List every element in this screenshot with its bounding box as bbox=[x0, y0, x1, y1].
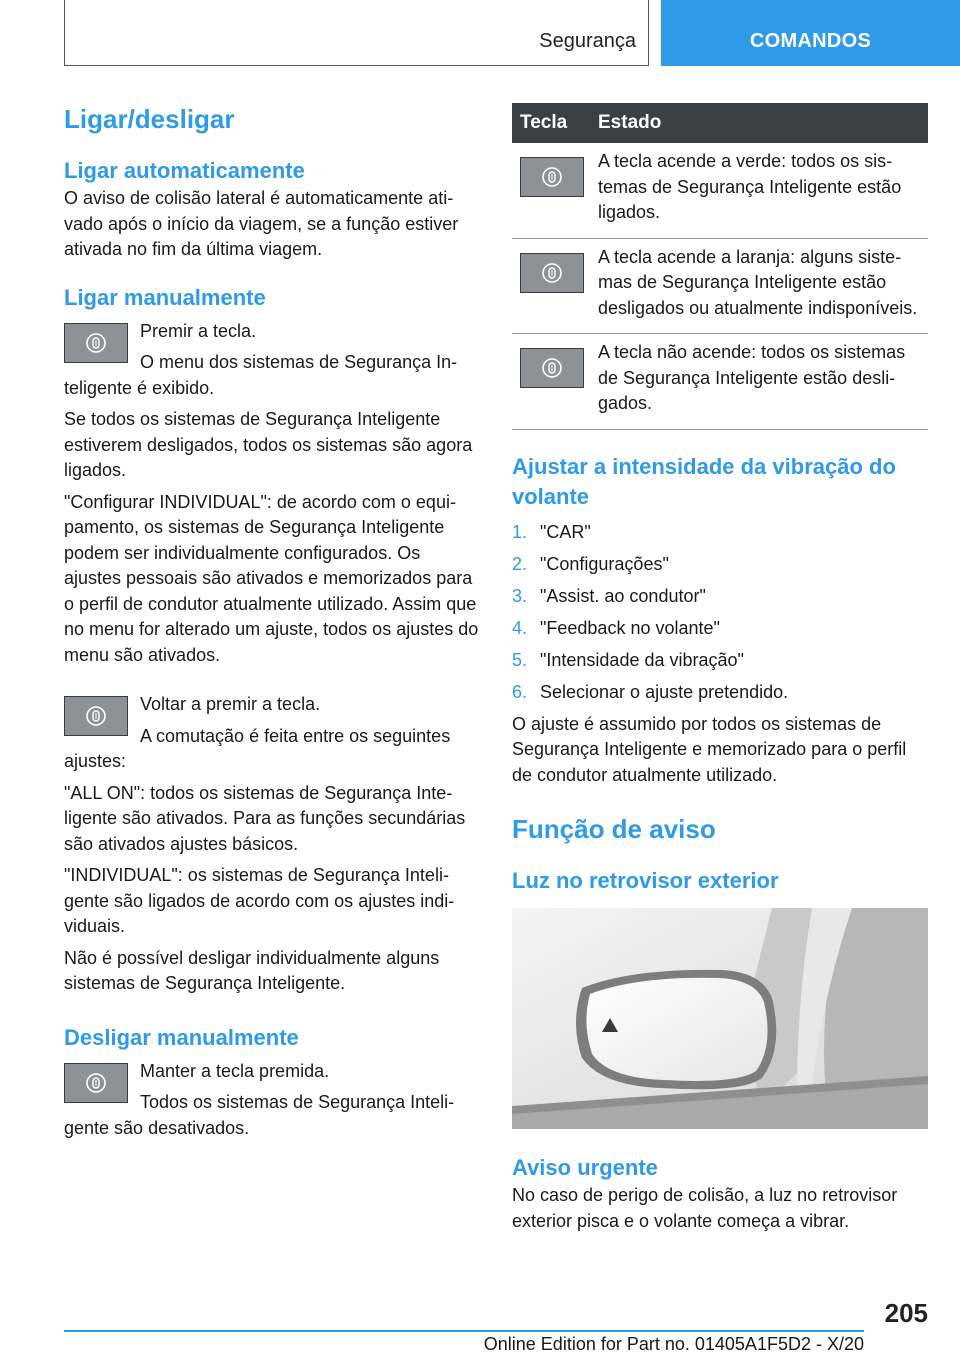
table-header-key: Tecla bbox=[512, 103, 590, 143]
table-row bbox=[512, 238, 928, 334]
safety-button-icon bbox=[64, 323, 128, 363]
step-text: "CAR" bbox=[540, 521, 591, 542]
text-menu-shown: O menu dos sistemas de Segurança Inteligente é exibido. bbox=[64, 352, 458, 398]
heading-manual-off: Desligar manualmente bbox=[64, 1024, 299, 1050]
step-text: "Intensidade da vibração" bbox=[540, 649, 744, 670]
vibration-steps-list bbox=[512, 520, 928, 706]
key-status-table bbox=[512, 103, 928, 430]
text-vibration-note: O ajuste é assumido por todos os sistemas de Segurança Inteligente e memorizado para o perfil de condutor atualmente utilizado. bbox=[512, 713, 907, 785]
safety-button-icon bbox=[520, 348, 584, 388]
text-press-again: Voltar a premir a tecla. bbox=[140, 694, 321, 714]
list-item bbox=[512, 680, 928, 706]
text-hold-key: Manter a tecla premida. bbox=[140, 1060, 330, 1081]
header-chapter-label: COMANDOS bbox=[749, 30, 872, 52]
list-item bbox=[512, 648, 928, 674]
section-title-warning: Função de aviso bbox=[512, 814, 716, 844]
heading-urgent-warning: Aviso urgente bbox=[512, 1155, 658, 1180]
safety-button-icon bbox=[64, 1063, 128, 1103]
list-item bbox=[512, 520, 928, 546]
header-section-title: Segurança bbox=[539, 30, 636, 52]
table-header-row bbox=[512, 103, 928, 143]
text-all-off-case: Se todos os sistemas de Segurança Inteligente estiverem desligados, todos os sistemas são agora ligados. bbox=[64, 409, 473, 480]
heading-auto-on: Ligar automaticamente bbox=[64, 158, 305, 183]
text-individual: "INDIVIDUAL": os sistemas de Segurança Inteligente são ligados de acordo com os ajustes individuais. bbox=[64, 865, 455, 936]
text-configure-individual: "Configurar INDIVIDUAL": de acordo com o equipamento, os sistemas de Segurança Inteligente podem ser individualmente configurados. Os ajustes pessoais são ativados e memorizados para o perfil de condutor atualmente utilizado. Assim que no menu for alterado um ajuste, todos os ajustes do menu são ativados. bbox=[64, 491, 479, 665]
header-section-box bbox=[64, 0, 649, 66]
step-text: "Configurações" bbox=[540, 553, 669, 574]
section-title-on-off: Ligar/desligar bbox=[64, 104, 235, 134]
step-number: 5. bbox=[512, 649, 528, 670]
table-cell-key bbox=[512, 143, 590, 238]
table-cell-status: A tecla acende a verde: todos os sistemas de Segurança Inteligente estão ligados. bbox=[590, 143, 928, 238]
list-item bbox=[512, 552, 928, 578]
left-column bbox=[64, 100, 480, 1147]
text-cannot-disable: Não é possível desligar individualmente alguns sistemas de Segurança Inteligente. bbox=[64, 947, 440, 993]
table-cell-status: A tecla acende a laranja: alguns sistemas de Segurança Inteligente estão desligados ou atualmente indisponíveis. bbox=[590, 238, 928, 334]
text-press-key: Premir a tecla. bbox=[140, 320, 257, 341]
key-row-press-again bbox=[64, 692, 480, 781]
step-number: 4. bbox=[512, 617, 528, 638]
list-item bbox=[512, 616, 928, 642]
list-item bbox=[512, 584, 928, 610]
text-all-on: "ALL ON": todos os sistemas de Segurança Inteligente são ativados. Para as funções secundárias são ativados ajustes básicos. bbox=[64, 782, 466, 854]
footer-divider bbox=[64, 1330, 864, 1332]
page-number: 205 bbox=[884, 1298, 928, 1328]
step-number: 6. bbox=[512, 681, 528, 702]
heading-vibration: Ajustar a intensidade da vibração do volante bbox=[512, 453, 896, 509]
text-auto-on: O aviso de colisão lateral é automaticamente ativado após o início da viagem, se a função estiver ativada no fim da última viagem. bbox=[64, 188, 459, 259]
safety-button-icon bbox=[64, 696, 128, 736]
text-toggle-settings: A comutação é feita entre os seguintes ajustes: bbox=[64, 725, 451, 771]
step-text: Selecionar o ajuste pretendido. bbox=[540, 681, 789, 702]
step-number: 1. bbox=[512, 521, 528, 542]
text-urgent-warning: No caso de perigo de colisão, a luz no retrovisor exterior pisca e o volante começa a vibrar. bbox=[512, 1185, 898, 1231]
table-row bbox=[512, 334, 928, 430]
table-cell-key bbox=[512, 334, 590, 430]
table-cell-status: A tecla não acende: todos os sistemas de Segurança Inteligente estão desligados. bbox=[590, 334, 928, 430]
header-chapter-tab bbox=[661, 0, 960, 66]
text-all-deactivated: Todos os sistemas de Segurança Inteligente são desativados. bbox=[64, 1092, 455, 1138]
key-row-hold bbox=[64, 1059, 480, 1148]
footer-edition: Online Edition for Part no. 01405A1F5D2 - X/20 bbox=[483, 1334, 864, 1354]
safety-button-icon bbox=[520, 157, 584, 197]
safety-button-icon bbox=[520, 253, 584, 293]
key-row-press bbox=[64, 319, 480, 408]
table-header-status: Estado bbox=[590, 103, 928, 143]
heading-mirror-light: Luz no retrovisor exterior bbox=[512, 868, 779, 893]
step-text: "Assist. ao condutor" bbox=[540, 585, 706, 606]
side-mirror-illustration bbox=[512, 908, 928, 1129]
table-cell-key bbox=[512, 238, 590, 334]
right-column bbox=[512, 103, 928, 1240]
step-number: 3. bbox=[512, 585, 528, 606]
table-row bbox=[512, 143, 928, 238]
step-number: 2. bbox=[512, 553, 528, 574]
step-text: "Feedback no volante" bbox=[540, 617, 720, 638]
heading-manual-on: Ligar manualmente bbox=[64, 284, 266, 310]
